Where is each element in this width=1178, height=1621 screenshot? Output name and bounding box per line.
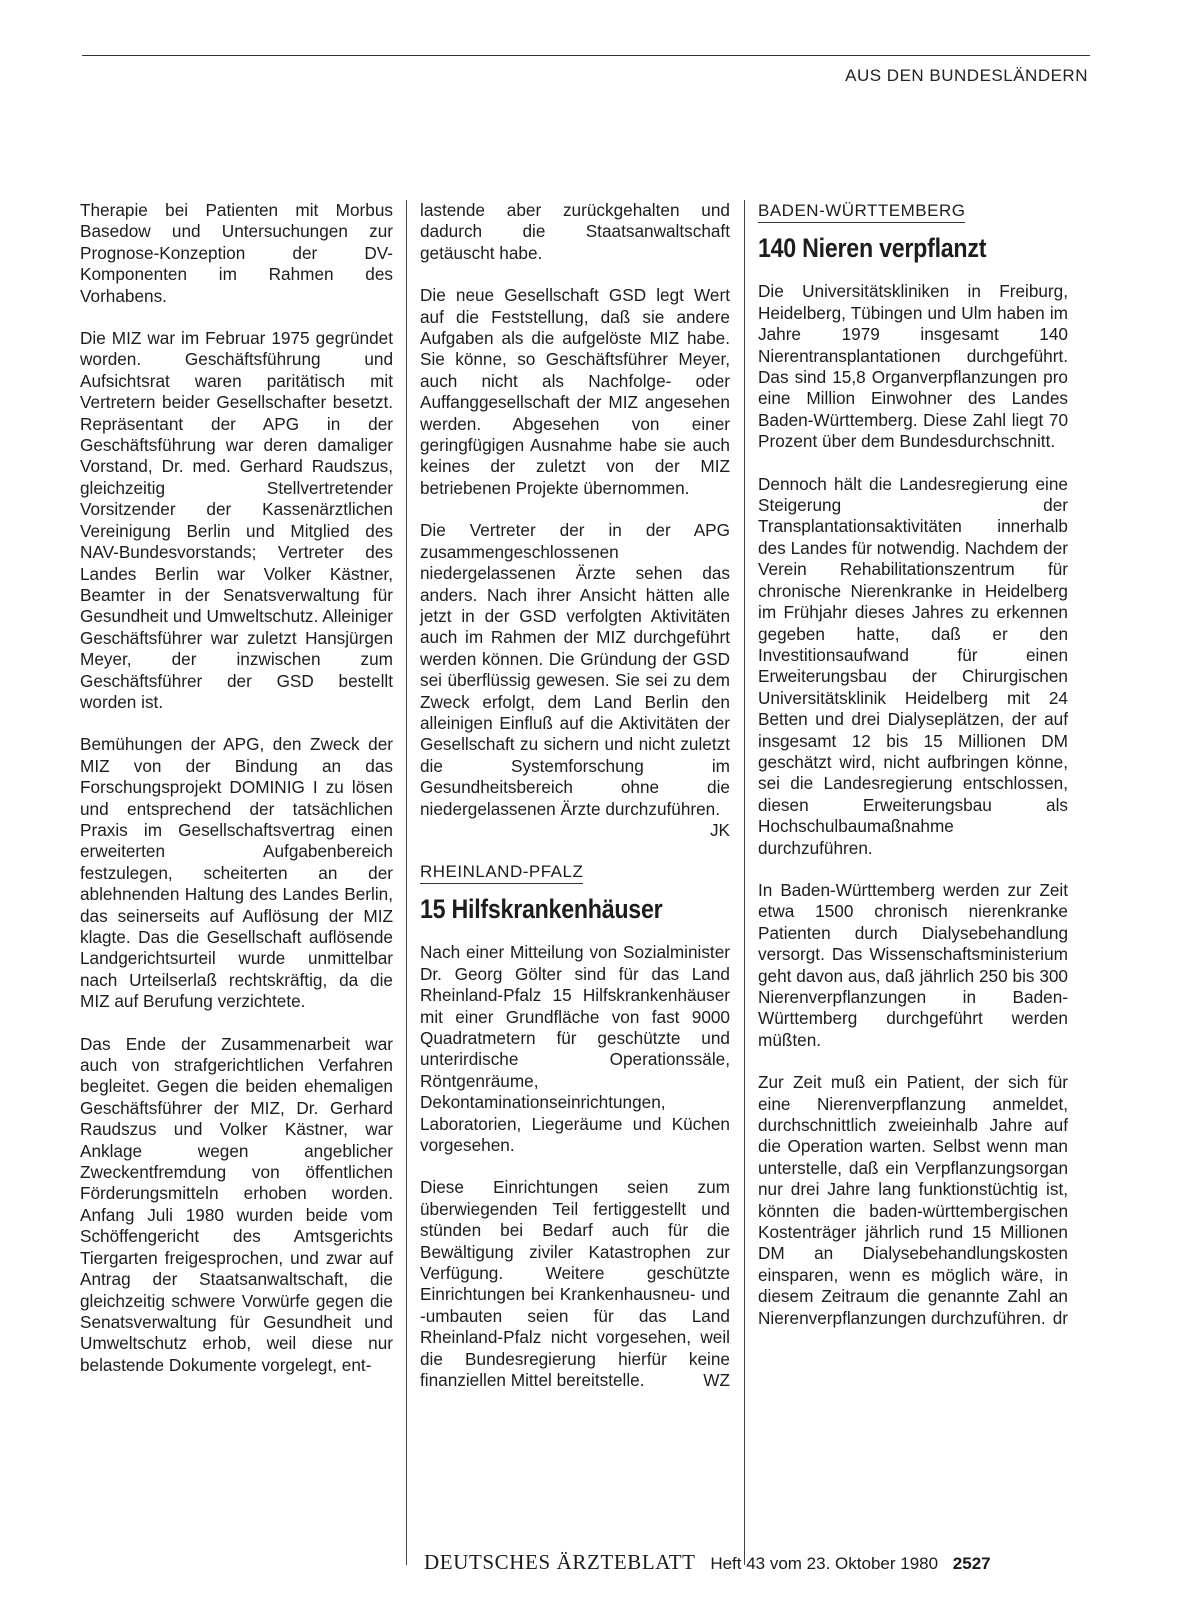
- journal-title: DEUTSCHES ÄRZTEBLATT: [424, 1550, 696, 1574]
- author-initials: dr: [1052, 1307, 1068, 1328]
- section-label: AUS DEN BUNDESLÄNDERN: [845, 66, 1088, 85]
- paragraph: Die MIZ war im Februar 1975 gegründet worden. Geschäftsführung und Aufsichtsrat waren paritätisch mit Vertretern beider Gesellschafter besetzt. Repräsentant der APG in der Geschäftsführung war deren damaliger Vorstand, Dr. med. Gerhard Raudszus, gleichzeitig Stellvertretender Vorsitzender der Kassenärztlichen Vereinigung Berlin und Mitglied des NAV-Bundesvorstands; Vertreter des Landes Berlin war Volker Kästner, Beamter in der Senatsverwaltung für Gesundheit und Umweltschutz. Alleiniger Geschäftsführer war zuletzt Hansjürgen Meyer, der inzwischen zum Geschäftsführer der GSD bestellt worden ist.: [80, 328, 393, 712]
- author-initials: WZ: [703, 1370, 730, 1391]
- paragraph: Dennoch hält die Landesregierung eine Steigerung der Transplantationsaktivitäten innerhalb des Landes für notwendig. Nachdem der Verein Rehabilitationszentrum für chronische Nierenkranke in Heidelberg im Frühjahr dieses Jahres zu erkennen gegeben hatte, daß er den Investitionsaufwand für einen Erweiterungsbau der Chirurgischen Universitätsklinik Heidelberg mit 24 Betten und drei Dialyseplätzen, der auf insgesamt 12 bis 15 Millionen DM geschätzt wird, nicht aufbringen könne, sei die Landesregierung entschlossen, diesen Erweiterungsbau als Hochschulbaumaßnahme durchzuführen.: [758, 473, 1068, 858]
- paragraph: Nach einer Mitteilung von Sozialminister Dr. Georg Gölter sind für das Land Rheinland-Pfalz 15 Hilfskrankenhäuser mit einer Grundfläche von fast 9000 Quadratmetern für geschützte und unterirdische Operationssäle, Röntgenräume, Dekontaminationseinrichtungen, Laboratorien, Liegeräume und Küchen vorgesehen.: [420, 942, 730, 1156]
- column-1: [80, 200, 393, 1376]
- column-3: [758, 200, 1068, 1329]
- issue-info: Heft 43 vom 23. Oktober 1980: [710, 1554, 939, 1573]
- paragraph-text: Zur Zeit muß ein Patient, der sich für eine Nierenverpflanzung anmeldet, durchschnittlich zweieinhalb Jahre auf die Operation warten. Selbst wenn man unterstelle, daß ein Verpflanzungsorgan nur drei Jahre lang funktionstüchtig ist, könnten die baden-württembergischen Kostenträger jährlich rund 15 Millionen DM an Dialysebehandlungskosten einsparen, wenn es möglich wäre, in diesem Zeitraum die genannte Zahl an Nierenverpflanzungen durchzuführen.: [758, 1072, 1068, 1328]
- top-rule: [82, 55, 1090, 56]
- paragraph: Das Ende der Zusammenarbeit war auch von strafgerichtlichen Verfahren begleitet. Gegen die beiden ehemaligen Geschäftsführer der MIZ, Dr. Gerhard Raudszus und Volker Kästner, war Anklage wegen angeblicher Zweckentfremdung von öffentlichen Förderungsmitteln erhoben worden. Anfang Juli 1980 wurden beide vom Schöffengericht des Amtsgerichts Tiergarten freigesprochen, und zwar auf Antrag der Staatsanwaltschaft, die gleichzeitig schwere Vorwürfe gegen die Senatsverwaltung für Gesundheit und Umweltschutz erhob, weil diese nur belastende Dokumente vorgelegt, ent-: [80, 1033, 393, 1375]
- department-label: RHEINLAND-PFALZ: [420, 861, 583, 884]
- department-label: BADEN-WÜRTTEMBERG: [758, 200, 965, 223]
- paragraph: Die Universitätskliniken in Freiburg, Heidelberg, Tübingen und Ulm haben im Jahre 1979 insgesamt 140 Nierentransplantationen durchgeführt. Das sind 15,8 Organverpflanzungen pro eine Million Einwohner des Landes Baden-Württemberg. Diese Zahl liegt 70 Prozent über dem Bundesdurchschnitt.: [758, 281, 1068, 452]
- paragraph: [420, 1177, 730, 1391]
- article-headline: 15 Hilfskrankenhäuser: [420, 894, 663, 925]
- page-number: 2527: [952, 1554, 991, 1573]
- article-headline: 140 Nieren verpflanzt: [758, 233, 987, 264]
- paragraph: Therapie bei Patienten mit Morbus Basedow und Untersuchungen zur Prognose-Konzeption der DV-Komponenten im Rahmen des Vorhabens.: [80, 200, 393, 306]
- page-footer: [424, 1550, 1064, 1575]
- column-divider: [406, 200, 407, 1565]
- column-divider: [744, 200, 745, 1565]
- paragraph: Die neue Gesellschaft GSD legt Wert auf die Feststellung, daß sie andere Aufgaben als die aufgelöste MIZ habe. Sie könne, so Geschäftsführer Meyer, auch nicht als Nachfolge- oder Auffanggesellschaft der MIZ angesehen werden. Abgesehen von einer geringfügigen Ausnahme habe sie auch keines der zuletzt von der MIZ betriebenen Projekte übernommen.: [420, 285, 730, 498]
- paragraph: [420, 520, 730, 840]
- paragraph-text: Die Vertreter der in der APG zusammengeschlossenen niedergelassenen Ärzte sehen das anders. Nach ihrer Ansicht hätten alle jetzt in der GSD verfolgten Aktivitäten auch im Rahmen der MIZ durchgeführt werden können. Die Gründung der GSD sei überflüssig gewesen. Sie sei zu dem Zweck erfolgt, dem Land Berlin den alleinigen Einfluß auf die Aktivitäten der Gesellschaft zu sichern und nicht zuletzt die Systemforschung im Gesundheitsbereich ohne die niedergelassenen Ärzte durchzuführen.: [420, 520, 730, 819]
- paragraph: Bemühungen der APG, den Zweck der MIZ von der Bindung an das Forschungsprojekt DOMINIG I zu lösen und entsprechend der tatsächlichen Praxis im Gesellschaftsvertrag einen erweiterten Aufgabenbereich festzulegen, scheiterten an der ablehnenden Haltung des Landes Berlin, das seinerseits auf Auflösung der MIZ klagte. Das die Gesellschaft auflösende Landgerichtsurteil wurde unmittelbar nach Urteilserlaß rechtskräftig, da die MIZ auf Berufung verzichtete.: [80, 734, 393, 1012]
- paragraph: In Baden-Württemberg werden zur Zeit etwa 1500 chronisch nierenkranke Patienten durch Dialysebehandlung versorgt. Das Wissenschaftsministerium geht davon aus, daß jährlich 250 bis 300 Nierenverpflanzungen in Baden-Württemberg durchgeführt werden müßten.: [758, 879, 1068, 1050]
- column-2: [420, 200, 730, 1392]
- author-initials: JK: [709, 819, 730, 840]
- paragraph: [758, 1072, 1068, 1329]
- paragraph-text: Diese Einrichtungen seien zum überwiegenden Teil fertiggestellt und stünden bei Bedarf auch für die Bewältigung ziviler Katastrophen zur Verfügung. Weitere geschützte Einrichtungen bei Krankenhausneu- und -umbauten seien für das Land Rheinland-Pfalz nicht vorgesehen, weil die Bundesregierung hierfür keine finanziellen Mittel bereitstelle.: [420, 1177, 730, 1391]
- paragraph: lastende aber zurückgehalten und dadurch die Staatsanwaltschaft getäuscht habe.: [420, 200, 730, 263]
